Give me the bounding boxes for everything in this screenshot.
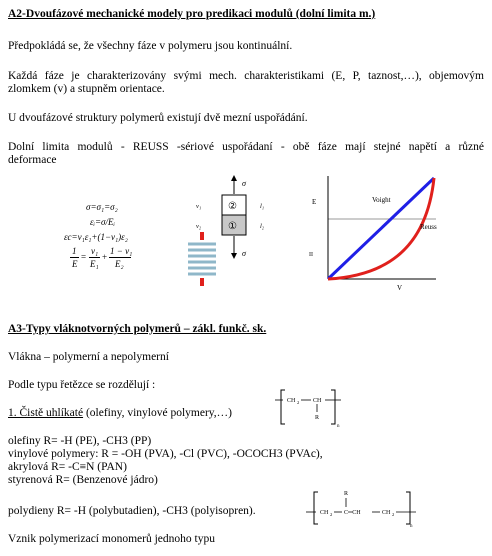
equation-strain-phase: εᵢ=σ/Eᵢ: [90, 217, 115, 227]
section-a2-heading: A2-Dvoufázové mechanické modely pro predikaci modulů (dolní limita m.): [8, 8, 376, 20]
paragraph-chain-types: Podle typu řetězce se rozdělují :: [8, 379, 156, 391]
line-acrylic: akrylová R= -C≡N (PAN): [8, 461, 127, 473]
phase-2-label: ②: [228, 201, 237, 212]
svg-text:2: 2: [297, 400, 300, 405]
y-axis-marker: II: [309, 252, 313, 258]
stress-label-bottom: σ: [242, 249, 246, 258]
reuss-label: Reuss: [420, 223, 437, 231]
paragraph-reuss-line1: Dolní limita modulů - REUSS -sériové uspořádaní - obě fáze mají stejné napětí a různé: [8, 141, 484, 153]
modulus-bound-chart: [300, 172, 450, 294]
dimension-top: l₁: [260, 203, 265, 210]
dimension-bottom: l₂: [260, 223, 265, 230]
line-styrene: styrenová R= (Benzenové jádro): [8, 474, 158, 486]
svg-text:R: R: [315, 415, 320, 421]
svg-text:2: 2: [392, 512, 395, 517]
list-item-pure-carbon: 1. Čistě uhlíkaté (olefiny, vinylové polymery,…): [8, 407, 232, 419]
diene-repeat-unit-structure: [306, 484, 418, 528]
x-axis-label: V: [397, 284, 403, 292]
paragraph-reuss-line2: deformace: [8, 154, 57, 166]
svg-text:CH: CH: [320, 510, 329, 516]
reuss-block-diagram: [180, 172, 270, 294]
equation-stress-equal: σ=σ₁=σ₂: [86, 202, 118, 212]
stress-label-top: σ: [242, 179, 246, 188]
svg-text:CH: CH: [287, 398, 296, 404]
section-a3-heading: A3-Typy vláknotvorných polymerů – zákl. funkč. sk.: [8, 323, 267, 335]
paragraph-phase-characteristics-line1: Každá fáze je charakterizovány svými mech. charakteristikami (E, P, taznost,…), objemovým: [8, 70, 484, 82]
vinyl-repeat-unit-structure: [275, 386, 345, 430]
phase-1-label: ①: [228, 221, 237, 232]
equation-composite-strain: εc=v₁ε₁+(1−v₁)ε₂: [64, 232, 128, 242]
paragraph-two-arrangements: U dvoufázové struktury polymerů existují dvě mezní uspořádání.: [8, 112, 308, 124]
svg-text:C═CH: C═CH: [344, 510, 361, 516]
svg-text:2: 2: [330, 512, 333, 517]
svg-text:CH: CH: [382, 510, 391, 516]
paragraph-fibers: Vlákna – polymerní a nepolymerní: [8, 351, 169, 363]
paragraph-phases-continuous: Předpokládá se, že všechny fáze v polymeru jsou kontinuální.: [8, 40, 293, 52]
svg-text:n: n: [337, 424, 340, 429]
volume-fraction-bottom: v₂: [196, 223, 202, 230]
line-olefins: olefiny R= -H (PE), -CH3 (PP): [8, 435, 152, 447]
voight-label: Voight: [372, 196, 391, 204]
paragraph-phase-characteristics-line2: zlomkem (v) a stupněm orientace.: [8, 83, 165, 95]
line-vinyl-polymers: vinylové polymery: R = -OH (PVA), -Cl (PVC), -OCOCH3 (PVAc),: [8, 448, 323, 460]
y-axis-label: E: [312, 198, 317, 206]
svg-text:CH: CH: [313, 398, 322, 404]
equation-reuss-modulus: 1 E = v₁ E₁ + 1 − v₁ E₂: [72, 246, 133, 269]
svg-text:n: n: [410, 524, 413, 528]
stack-arrow-up: [200, 232, 204, 240]
line-polydienes: polydieny R= -H (polybutadien), -CH3 (polyisopren).: [8, 505, 256, 517]
line-polymerization: Vznik polymerizací monomerů jednoho typu: [8, 533, 215, 545]
volume-fraction-top: v₁: [196, 203, 202, 210]
svg-text:R: R: [344, 491, 349, 497]
layered-stack: [188, 244, 216, 274]
stack-arrow-down: [200, 278, 204, 286]
